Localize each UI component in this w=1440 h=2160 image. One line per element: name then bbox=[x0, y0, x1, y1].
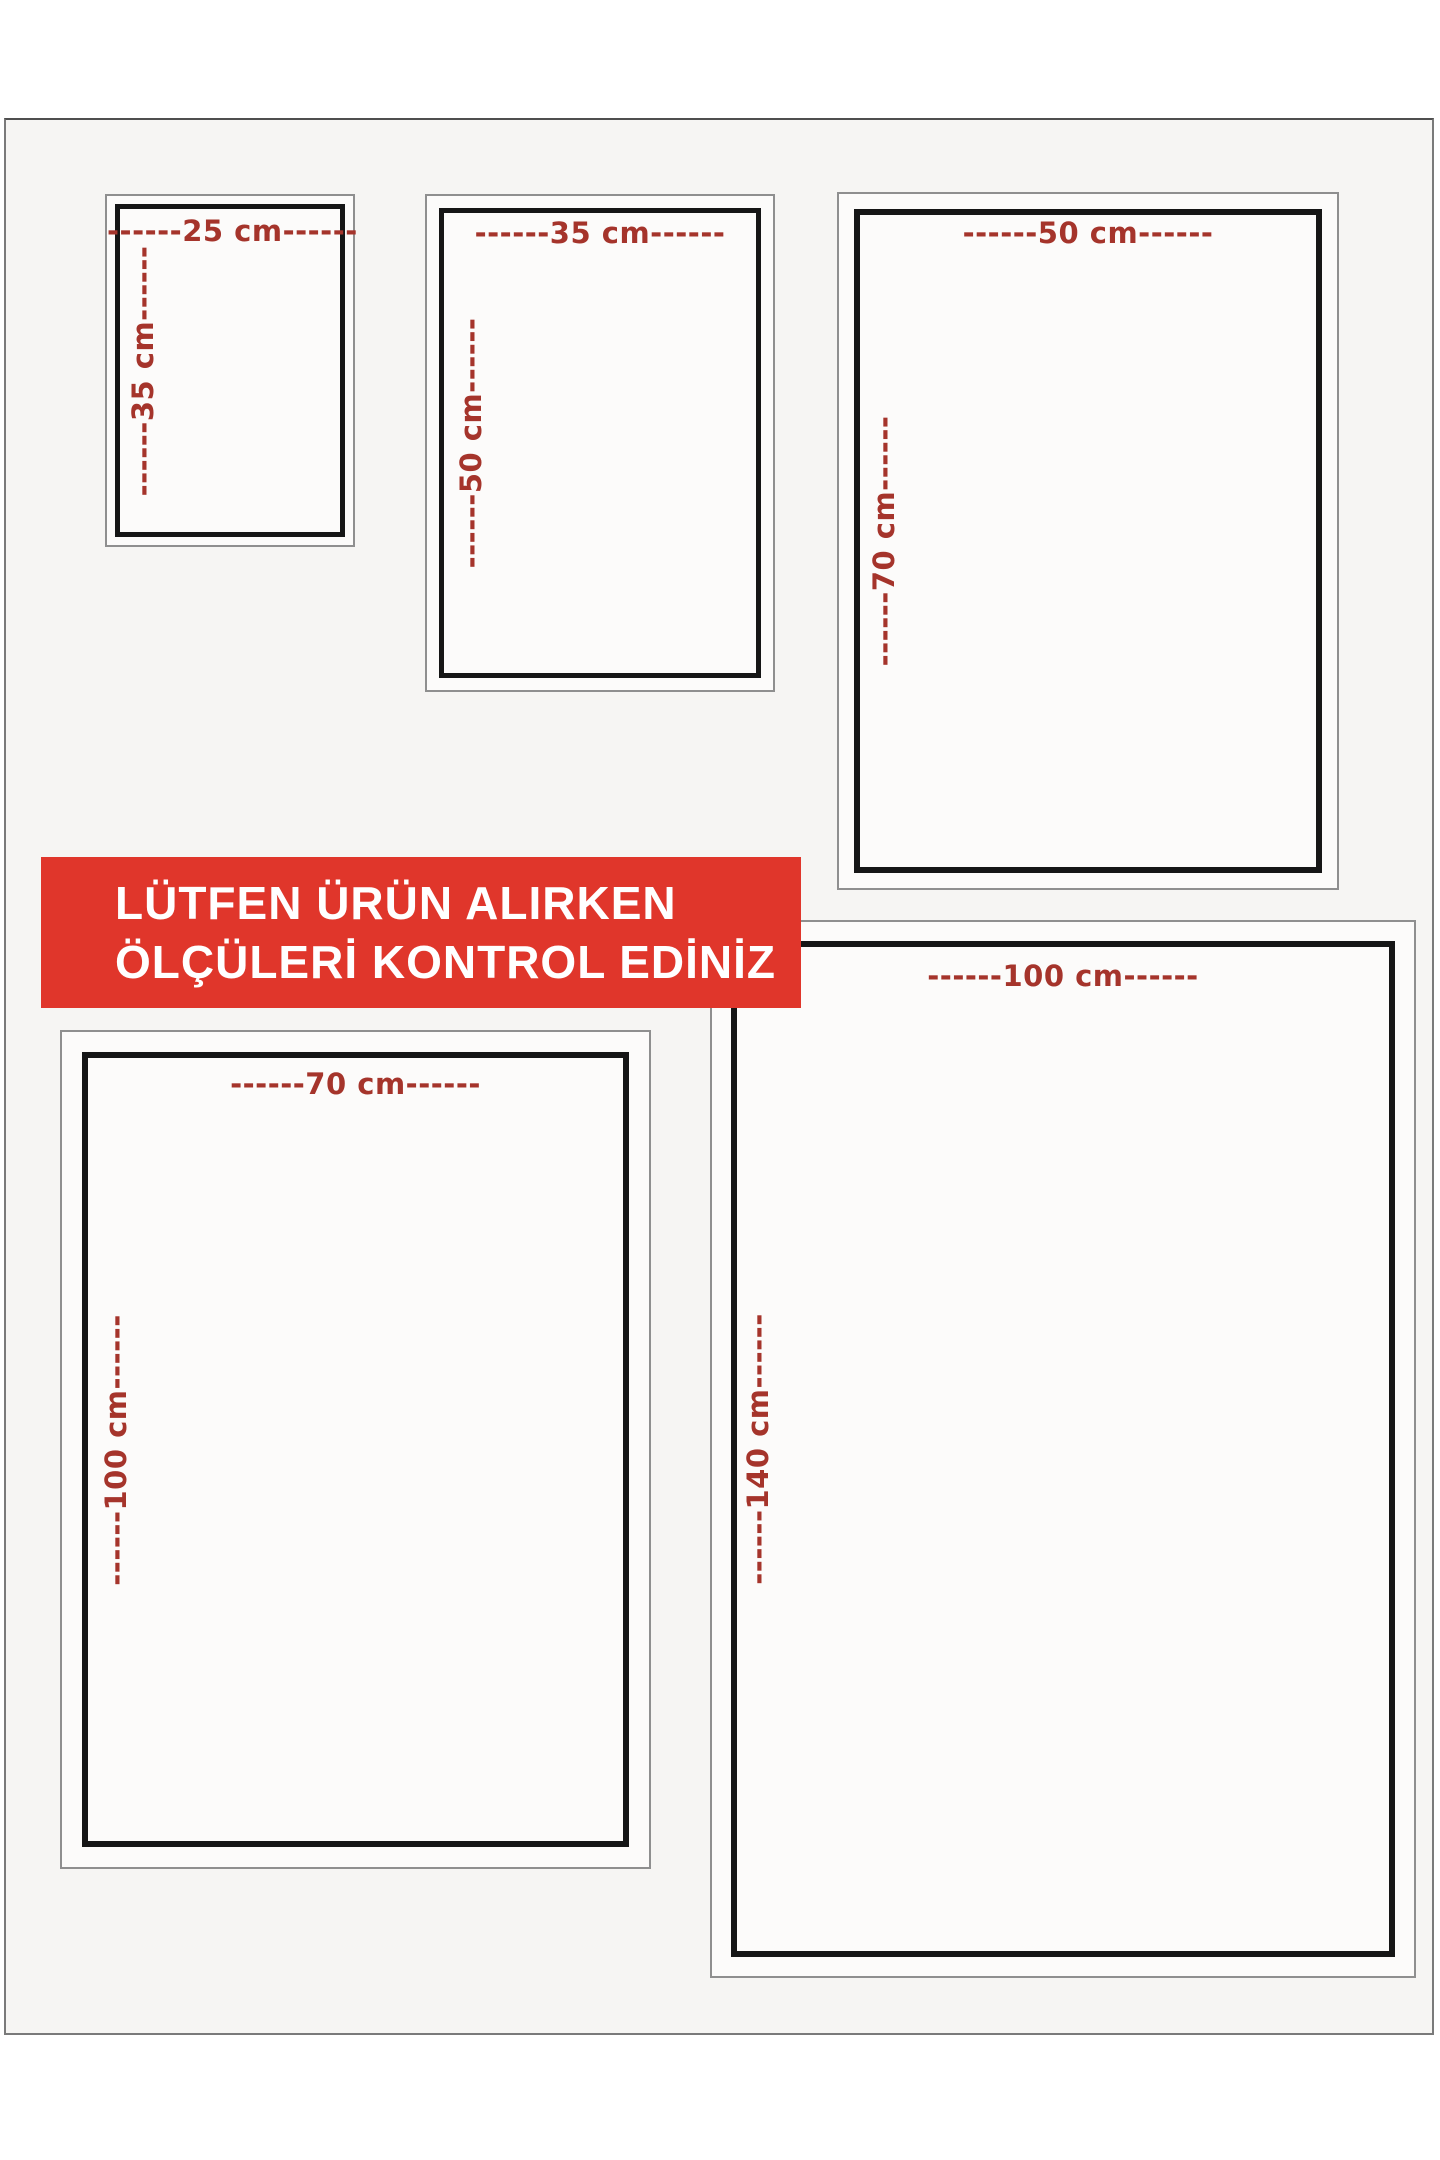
size-box-50x70-inner-frame bbox=[854, 209, 1322, 873]
notice-banner bbox=[41, 857, 801, 1008]
size-box-70x100-inner-frame bbox=[82, 1052, 629, 1847]
size-box-70x100 bbox=[60, 1030, 651, 1869]
size-box-25x35 bbox=[105, 194, 358, 547]
size-box-35x50 bbox=[425, 194, 775, 692]
height-dimension-label-140cm: ------140 cm------ bbox=[741, 1313, 775, 1585]
height-dimension-label-70cm: ------70 cm------ bbox=[867, 415, 901, 667]
width-dimension-label-70cm: ------70 cm------ bbox=[230, 1067, 481, 1101]
size-box-100x140 bbox=[710, 920, 1416, 1978]
width-dimension-label-100cm: ------100 cm------ bbox=[927, 959, 1199, 993]
size-box-100x140-inner-frame bbox=[731, 941, 1395, 1957]
height-dimension-label-35cm: ------35 cm------ bbox=[126, 245, 160, 496]
height-dimension-label-100cm: ------100 cm------ bbox=[99, 1313, 133, 1586]
size-box-50x70 bbox=[837, 192, 1339, 890]
width-dimension-label-25cm: ------25 cm------ bbox=[107, 214, 358, 248]
height-dimension-label-50cm: ------50 cm------ bbox=[454, 317, 488, 569]
notice-banner-line2: ÖLÇÜLERİ KONTROL EDİNİZ bbox=[115, 936, 777, 988]
notice-banner-line1: LÜTFEN ÜRÜN ALIRKEN bbox=[115, 877, 677, 929]
page-frame bbox=[4, 118, 1434, 2035]
width-dimension-label-50cm: ------50 cm------ bbox=[962, 216, 1214, 250]
width-dimension-label-35cm: ------35 cm------ bbox=[474, 216, 726, 250]
